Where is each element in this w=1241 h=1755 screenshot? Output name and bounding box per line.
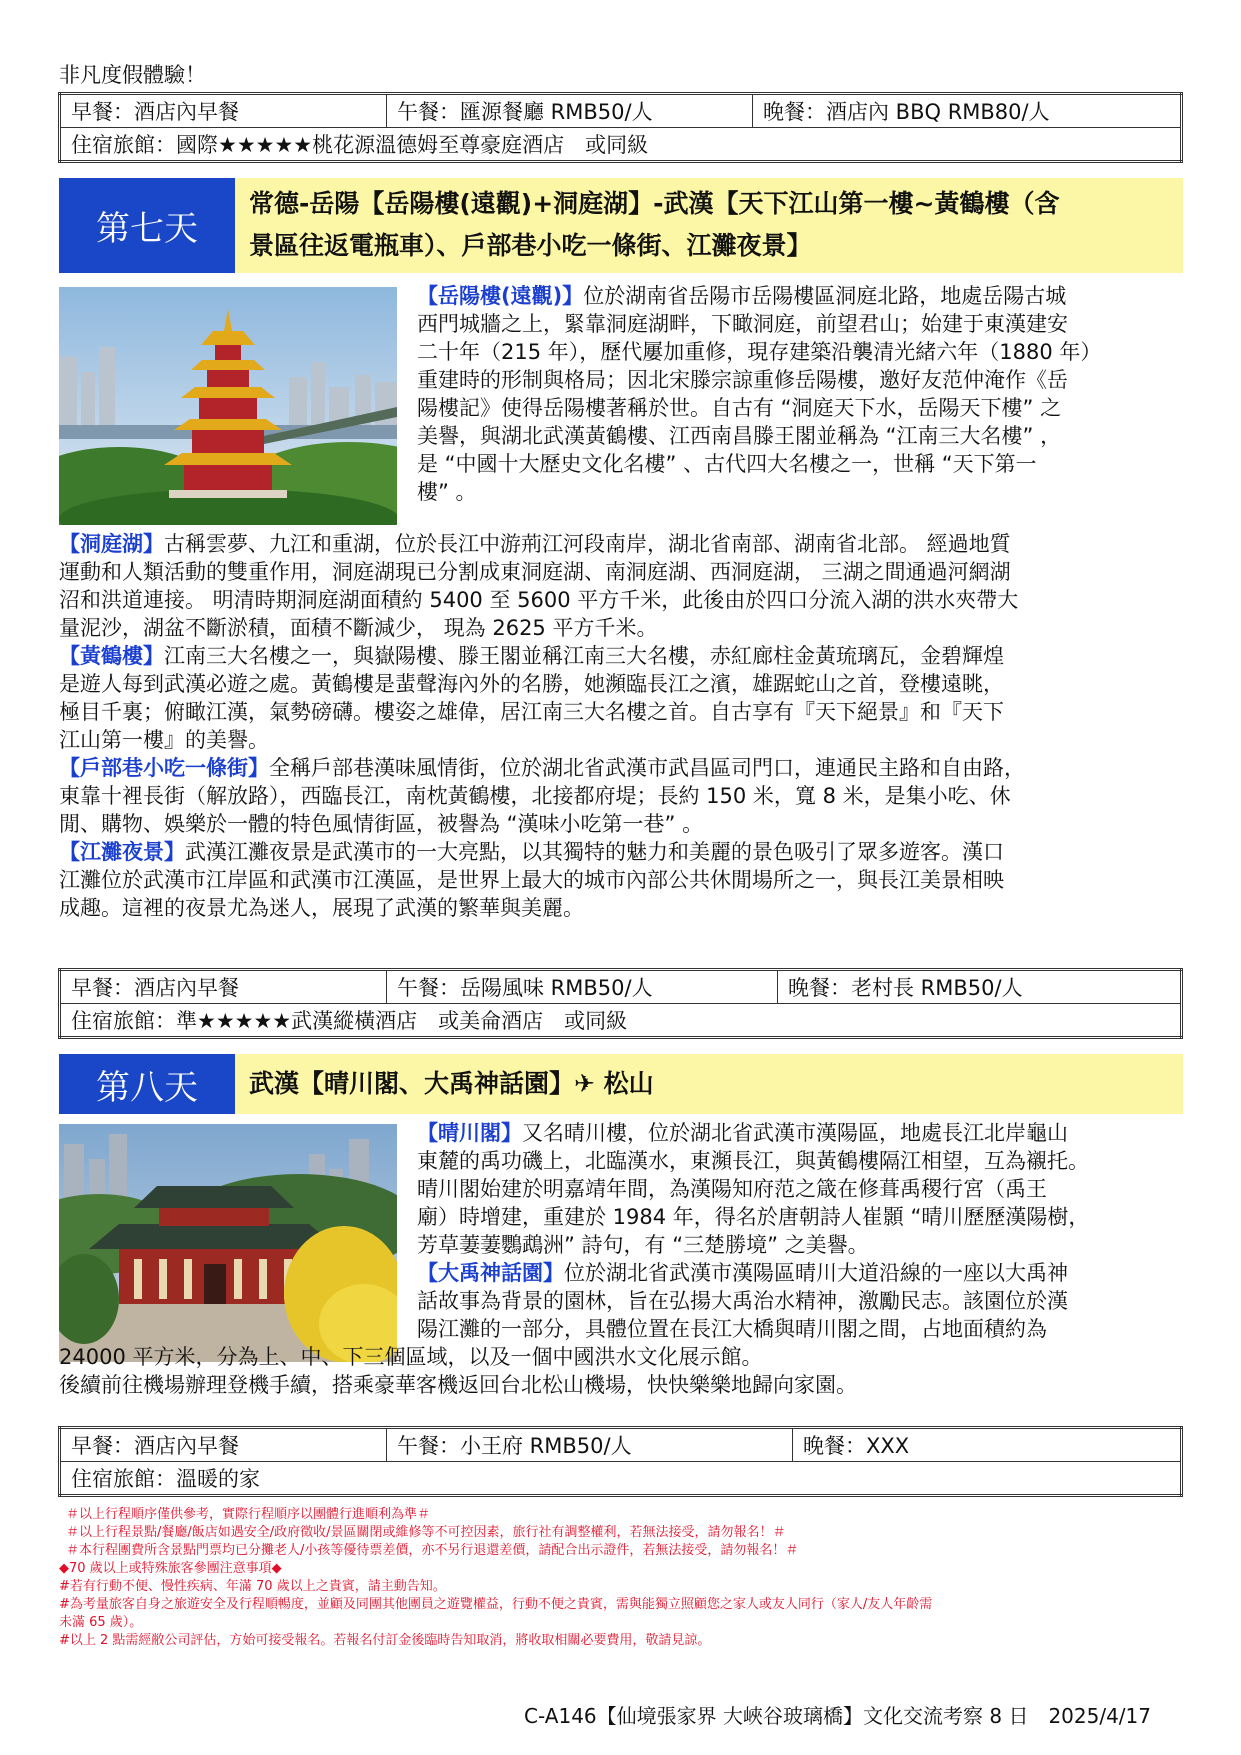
day8-label: 第八天 (59, 1054, 235, 1114)
meal-table-day6 (58, 92, 1183, 163)
dongting-label: 【洞庭湖】 (59, 532, 164, 556)
note-6: #為考量旅客自身之旅遊安全及行程順暢度，並顧及同團其他團員之遊覽權益，行動不便之貴賓，需與能獨立照顧您之家人或友人同行（家人/友人年齡需 (59, 1597, 933, 1612)
day7-title-line1: 常德-岳陽【岳陽樓(遠觀)+洞庭湖】-武漢【天下江山第一樓~黃鶴樓（含 (249, 189, 1060, 218)
jiangtan-label: 【江灘夜景】 (59, 840, 185, 864)
dayu-line-1: 位於湖北省武漢市漢陽區晴川大道沿線的一座以大禹神 (564, 1261, 1068, 1285)
jiangtan-line-2: 江灘位於武漢市江岸區和武漢市江漢區，是世界上最大的城市內部公共休閒場所之一，與長江美景相映 (59, 868, 1004, 892)
hotel-cell: 住宿旅館：國際★★★★★桃花源溫德姆至尊豪庭酒店 或同級 (60, 128, 1182, 162)
tower-illustration (59, 287, 397, 525)
day7-body-text (59, 530, 1025, 922)
dayu-line-2: 話故事為背景的園林，旨在弘揚大禹治水精神，激勵民志。該園位於漢 (417, 1289, 1068, 1313)
lunch-cell: 午餐：岳陽風味 RMB50/人 (387, 970, 778, 1004)
breakfast-cell: 早餐：酒店內早餐 (60, 970, 387, 1004)
qingchuan-label: 【晴川閣】 (417, 1121, 522, 1145)
hubuxiang-line-2: 東靠十裡長街（解放路），西臨長江，南枕黃鶴樓，北接都府堤；長約 150 米，寬 8 米，是集小吃、休 (59, 784, 1011, 808)
note-4: ◆70 歲以上或特殊旅客參團注意事項◆ (59, 1561, 282, 1576)
yueyang-line-6: 美譽，與湖北武漢黃鶴樓、江西南昌滕王閣並稱為 “江南三大名樓” ， (417, 424, 1062, 448)
day7-header (59, 178, 1183, 273)
footer-text: C-A146【仙境張家界 大峽谷玻璃橋】文化交流考察 8 日 2025/4/17 (524, 1704, 1151, 1728)
yueyang-line-1: 位於湖南省岳陽市岳陽樓區洞庭北路，地處岳陽古城 (583, 284, 1067, 308)
dinner-cell: 晚餐：XXX (793, 1428, 1182, 1462)
dayu-line-3: 陽江灘的一部分，具體位置在長江大橋與晴川閣之間，占地面積約為 (417, 1317, 1047, 1341)
day7-yueyang-paragraph (417, 282, 1101, 506)
huanghe-line-2: 是遊人每到武漢必遊之處。黃鶴樓是蜚聲海內外的名勝，她瀕臨長江之濱，雄踞蛇山之首，登樓遠眺， (59, 672, 1004, 696)
qingchuan-line-4: 廟）時增建，重建於 1984 年，得名於唐朝詩人崔顥 “晴川歷歷漢陽樹， (417, 1205, 1090, 1229)
huanghe-label: 【黃鶴樓】 (59, 644, 164, 668)
qingchuan-line-1: 又名晴川樓，位於湖北省武漢市漢陽區，地處長江北岸龜山 (522, 1121, 1068, 1145)
dongting-line-2: 運動和人類活動的雙重作用，洞庭湖現已分割成東洞庭湖、南洞庭湖、西洞庭湖， 三湖之間通過河網湖 (59, 560, 1011, 584)
huanghe-line-3: 極目千裏；俯瞰江漢，氣勢磅礴。樓姿之雄偉，居江南三大名樓之首。自古享有『天下絕景』和『天下 (59, 700, 1004, 724)
huanghe-line-1: 江南三大名樓之一，與嶽陽樓、滕王閣並稱江南三大名樓，赤紅廊柱金黃琉璃瓦，金碧輝煌 (164, 644, 1004, 668)
closing-text: 後續前往機場辦理登機手續，搭乘豪華客機返回台北松山機場，快快樂樂地歸向家園。 (59, 1373, 857, 1397)
hubuxiang-line-3: 閒、購物、娛樂於一體的特色風情街區，被譽為 “漢味小吃第一巷” 。 (59, 812, 704, 836)
note-5: #若有行動不便、慢性疾病、年滿 70 歲以上之貴賓，請主動告知。 (59, 1579, 446, 1594)
dongting-line-3: 沼和洪道連接。 明清時期洞庭湖面積約 5400 至 5600 平方千米，此後由於四口分流入湖的洪水夾帶大 (59, 588, 1019, 612)
jiangtan-line-1: 武漢江灘夜景是武漢市的一大亮點，以其獨特的魅力和美麗的景色吸引了眾多遊客。漢口 (185, 840, 1004, 864)
breakfast-cell: 早餐：酒店內早餐 (60, 1428, 387, 1462)
lunch-cell: 午餐：小王府 RMB50/人 (387, 1428, 793, 1462)
note-7: 未滿 65 歲）。 (59, 1615, 143, 1630)
note-8: #以上 2 點需經敝公司評估，方始可接受報名。若報名付訂金後臨時告知取消，將收取相關必要費用，敬請見諒。 (59, 1633, 711, 1648)
lunch-cell: 午餐：匯源餐廳 RMB50/人 (387, 94, 753, 128)
dinner-cell: 晚餐：老村長 RMB50/人 (778, 970, 1182, 1004)
dayu-label: 【大禹神話園】 (417, 1261, 564, 1285)
breakfast-cell: 早餐：酒店內早餐 (60, 94, 387, 128)
day8-side-text (417, 1119, 1089, 1343)
dayu-tail: 24000 平方米，分為上、中、下三個區域，以及一個中國洪水文化展示館。 (59, 1345, 763, 1369)
note-3: ＃本行程團費所含景點門票均已分攤老人/小孩等優待票差價，亦不另行退還差價，請配合出示證件，若無法接受，請勿報名！＃ (66, 1543, 799, 1558)
qingchuan-line-3: 晴川閣始建於明嘉靖年間，為漢陽知府范之箴在修葺禹稷行宮（禹王 (417, 1177, 1047, 1201)
yellow-crane-tower-photo (59, 287, 397, 525)
day7-label: 第七天 (59, 178, 235, 273)
yueyang-line-3: 二十年（215 年），歷代屢加重修，現存建築沿襲清光緒六年（1880 年） (417, 340, 1102, 364)
yueyang-line-5: 陽樓記》使得岳陽樓著稱於世。自古有 “洞庭天下水，岳陽天下樓” 之 (417, 396, 1062, 420)
hubuxiang-line-1: 全稱戶部巷漢味風情街，位於湖北省武漢市武昌區司門口，連通民主路和自由路， (269, 756, 1025, 780)
huanghe-line-4: 江山第一樓』的美譽。 (59, 728, 269, 752)
qingchuan-line-5: 芳草萋萋鸚鵡洲” 詩句，有 “三楚勝境” 之美譽。 (417, 1233, 869, 1257)
meal-table-day7 (58, 968, 1183, 1039)
pavilion-illustration (59, 1124, 397, 1362)
day8-header (59, 1054, 1183, 1114)
yueyang-line-8: 樓” 。 (417, 480, 477, 504)
day8-body-text (59, 1343, 857, 1399)
dongting-line-4: 量泥沙，湖盆不斷淤積，面積不斷減少， 現為 2625 平方千米。 (59, 616, 658, 640)
note-1: ＃以上行程順序僅供參考，實際行程順序以團體行進順利為準＃ (66, 1507, 431, 1522)
dinner-cell: 晚餐：酒店內 BBQ RMB80/人 (753, 94, 1182, 128)
day7-title-line2: 景區往返電瓶車）、戶部巷小吃一條街、江灘夜景】 (249, 231, 812, 260)
note-2: ＃以上行程景點/餐廳/飯店如遇安全/政府徵收/景區關閉或維修等不可控因素，旅行社有調整權利，若無法接受，請勿報名！＃ (66, 1525, 786, 1540)
yueyang-line-4: 重建時的形制與格局；因北宋滕宗諒重修岳陽樓，邀好友范仲淹作《岳 (417, 368, 1068, 392)
qingchuan-pavilion-photo (59, 1124, 397, 1362)
hubuxiang-label: 【戶部巷小吃一條街】 (59, 756, 269, 780)
continuation-text: 非凡度假體驗！ (59, 63, 206, 87)
meal-table-day8 (58, 1426, 1183, 1497)
yueyang-line-7: 是 “中國十大歷史文化名樓” 、古代四大名樓之一，世稱 “天下第一 (417, 452, 1037, 476)
qingchuan-line-2: 東麓的禹功磯上，北臨漢水，東瀕長江，與黃鶴樓隔江相望，互為襯托。 (417, 1149, 1089, 1173)
day8-title: 武漢【晴川閣、大禹神話園】✈ 松山 (249, 1069, 654, 1098)
yueyang-line-2: 西門城牆之上，緊靠洞庭湖畔，下瞰洞庭，前望君山；始建于東漢建安 (417, 312, 1068, 336)
yueyang-label: 【岳陽樓(遠觀)】 (417, 284, 584, 308)
jiangtan-line-3: 成趣。這裡的夜景尤為迷人，展現了武漢的繁華與美麗。 (59, 896, 584, 920)
hotel-cell: 住宿旅館：準★★★★★武漢縱橫酒店 或美侖酒店 或同級 (60, 1004, 1182, 1038)
dongting-line-1: 古稱雲夢、九江和重湖，位於長江中游荊江河段南岸，湖北省南部、湖南省北部。 經過地質 (164, 532, 1011, 556)
hotel-cell: 住宿旅館：溫暖的家 (60, 1462, 1182, 1496)
